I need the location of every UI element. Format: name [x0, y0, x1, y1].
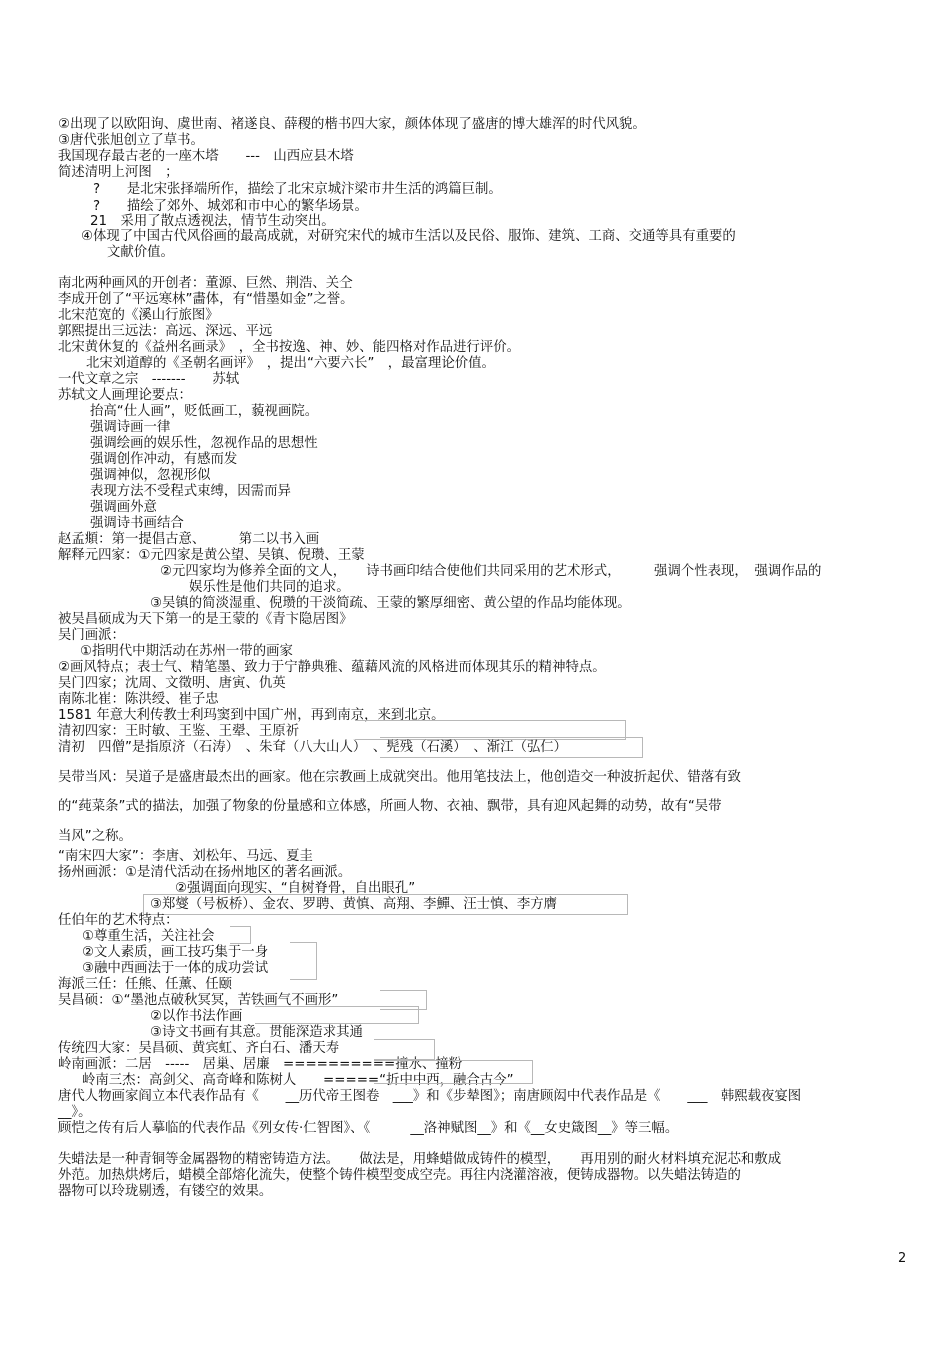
text-line: 郭熙提出三远法：高远、深远、平远 [58, 324, 273, 339]
text-line: ②出现了以欧阳询、虞世南、褚遂良、薛稷的楷书四大家，颜体体现了盛唐的博大雄浑的时代风貌。 [58, 117, 646, 132]
text-line: 吴门四家；沈周、文徵明、唐寅、仇英 [58, 676, 286, 691]
text-line: 当风”之称。 [58, 829, 132, 844]
text-line: 唐代人物画家阎立本代表作品有《 __历代帝王图卷 ___》和《步辇图》；南唐顾闳中代表作品是《 ___ 韩熙载夜宴图 [58, 1089, 802, 1104]
text-line: “南宋四大家”：李唐、刘松年、马远、夏圭 [58, 849, 313, 864]
text-line: 北宋范宽的《溪山行旅图》 [58, 308, 219, 323]
text-line: 抬高“仕人画”，贬低画工，藐视画院。 [90, 404, 319, 419]
text-line: ③郑燮（号板桥）、金农、罗聘、黄慎、高翔、李鱓、汪士慎、李方膺 [150, 897, 558, 912]
text-line: 简述清明上河图 ； [58, 165, 179, 180]
text-line: 北宋黄休复的《益州名画录》 ，全书按逸、神、妙、能四格对作品进行评价。 [58, 340, 520, 355]
text-line: 器物可以玲珑剔透，有镂空的效果。 [58, 1184, 273, 1199]
text-line: ③诗文书画有其意。贯能深造求其通 [150, 1025, 363, 1040]
text-line: 岭南三杰：高剑父、高奇峰和陈树人 =====“折中中西，融合古今” [82, 1073, 514, 1088]
text-line: 强调绘画的娱乐性，忽视作品的思想性 [90, 436, 318, 451]
text-line: 南陈北崔：陈洪绶、崔子忠 [58, 692, 219, 707]
ruled-box [380, 990, 427, 1010]
text-line: ④体现了中国古代风俗画的最高成就，对研究宋代的城市生活以及民俗、服饰、建筑、工商、交通等具有重要的 [81, 229, 736, 244]
text-line: 苏轼文人画理论要点： [58, 388, 192, 403]
text-line: ? 描绘了郊外、城郊和市中心的繁华场景。 [93, 199, 368, 214]
text-line: 解释元四家：①元四家是黄公望、吴镇、倪瓒、王蒙 [58, 548, 365, 563]
text-line: 吴带当风：吴道子是盛唐最杰出的画家。他在宗教画上成就突出。他用笔技法上，他创造交一种波折起伏、错落有致 [58, 770, 741, 785]
text-line: 外范。加热烘烤后，蜡模全部熔化流失，使整个铸件模型变成空壳。再往内浇灌溶液，便铸成器物。以失蜡法铸造的 [58, 1168, 741, 1183]
text-line: 吴昌硕：①“墨池点破秋冥冥，苦铁画气不画形” [58, 993, 339, 1008]
text-line: ②画风特点；表士气、精笔墨、致力于宁静典雅、蕴藉风流的风格进而体现其乐的精神特点。 [58, 660, 606, 675]
text-line: 扬州画派：①是清代活动在扬州地区的著名画派。 [58, 865, 352, 880]
text-line: ③融中西画法于一体的成功尝试 [82, 961, 269, 976]
text-line: ? 是北宋张择端所作，描绘了北宋京城汴梁市井生活的鸿篇巨制。 [93, 182, 502, 197]
text-line: 海派三任：任熊、任薰、任颐 [58, 977, 233, 992]
ruled-box [290, 942, 317, 980]
page-number: 2 [898, 1251, 907, 1266]
text-line: 表现方法不受程式束缚，因需而异 [90, 484, 291, 499]
text-line: 岭南画派：二居 ----- 居巢、居廉 ==========撞水、撞粉 [58, 1057, 463, 1072]
text-line: ②元四家均为修养全面的文人， 诗书画印结合使他们共同采用的艺术形式， 强调个性表现， 强调作品的 [160, 564, 822, 579]
text-line: 一代文章之宗 ------- 苏轼 [58, 372, 240, 387]
text-line: 传统四大家：吴昌硕、黄宾虹、齐白石、潘天寿 [58, 1041, 340, 1056]
text-line: 21 采用了散点透视法，情节生动突出。 [90, 214, 335, 229]
text-line: 强调诗画一律 [90, 420, 171, 435]
text-line: 娱乐性是他们共同的追求。 [189, 580, 350, 595]
text-line: 强调诗书画结合 [90, 516, 184, 531]
text-line: 文献价值。 [107, 245, 174, 260]
text-line: 我国现存最古老的一座木塔 --- 山西应县木塔 [58, 149, 354, 164]
text-line: 的“莼菜条”式的描法，加强了物象的份量感和立体感，所画人物、衣袖、飘带，具有迎风起舞的动势，故有“吴带 [58, 799, 722, 814]
text-line: 清初 四僧”是指原济（石涛） 、朱耷（八大山人） 、髡残（石溪） 、渐江（弘仁） [58, 740, 568, 755]
text-line: 强调创作冲动，有感而发 [90, 452, 238, 467]
text-line: ②文人素质，画工技巧集于一身 [82, 945, 269, 960]
text-line: 吴门画派： [58, 628, 125, 643]
text-line: 南北两种画风的开创者：董源、巨然、荆浩、关仝 [58, 276, 353, 291]
text-line: ①指明代中期活动在苏州一带的画家 [80, 644, 293, 659]
text-line: ③唐代张旭创立了草书。 [58, 133, 204, 148]
text-line: 李成开创了“平远寒林”畵体，有“惜墨如金”之誉。 [58, 292, 354, 307]
text-line: ①尊重生活，关注社会 [82, 929, 215, 944]
text-line: 顾恺之传有后人摹临的代表作品《列女传·仁智图》、《 __洛神赋图__》和《__女史箴图__》等三幅。 [58, 1121, 679, 1136]
text-line: 强调画外意 [90, 500, 157, 515]
text-line: 任伯年的艺术特点： [58, 913, 179, 928]
text-line: ③吴镇的简淡湿重、倪瓒的干淡简疏、王蒙的繁厚细密、黄公望的作品均能体现。 [150, 596, 631, 611]
text-line: __》。 [58, 1105, 92, 1120]
text-line: 强调神似，忽视形似 [90, 468, 211, 483]
text-line: ②以作书法作画 [150, 1009, 243, 1024]
text-line: 清初四家：王时敏、王鉴、王翚、王原祈 [58, 724, 300, 739]
ruled-box [230, 926, 251, 944]
text-line: 赵孟頫：第一提倡古意、 第二以书入画 [58, 532, 320, 547]
text-line: 1581 年意大利传教士利玛窦到中国广州，再到南京，来到北京。 [58, 708, 445, 723]
text-line: 失蜡法是一种青铜等金属器物的精密铸造方法。 做法是，用蜂蜡做成铸件的模型， 再用别的耐火材料填充泥芯和敷成 [58, 1152, 782, 1167]
text-line: 北宋刘道醇的《圣朝名画评》 ，提出“六要六长” ，最富理论价值。 [86, 356, 495, 371]
text-line: 被吴昌硕成为天下第一的是王蒙的《青卞隐居图》 [58, 612, 353, 627]
text-line: ②强调面向现实、“自树脊骨，自出眼孔” [175, 881, 416, 896]
